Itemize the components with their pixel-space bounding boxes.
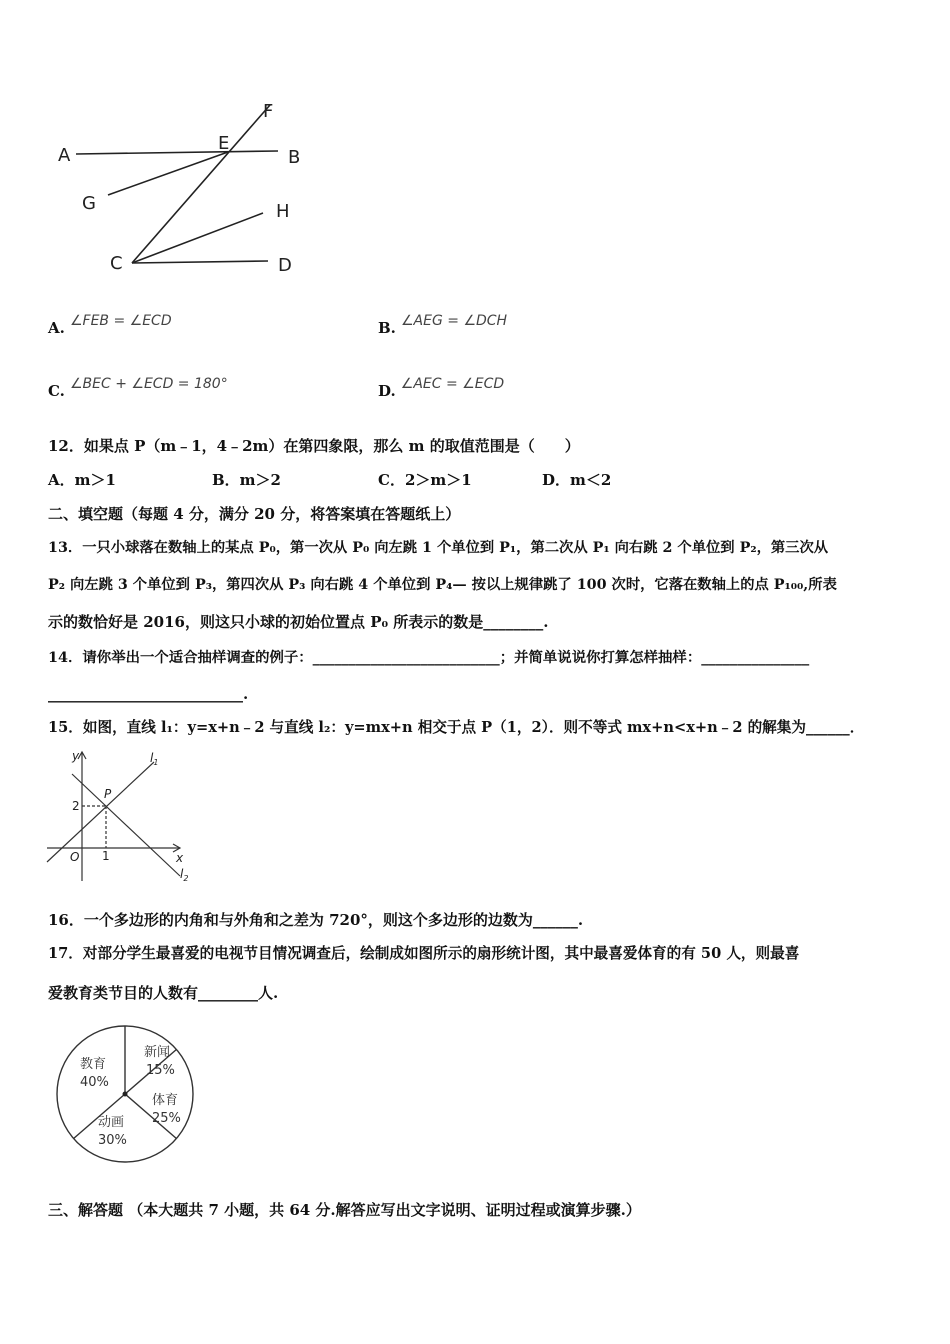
q13-line-1: 13．一只小球落在数轴上的某点 P₀，第一次从 P₀ 向左跳 1 个单位到 P₁，第二次从 P₁ 向右跳 2 个单位到 P₂，第三次从 xyxy=(48,540,829,556)
option-label: C. xyxy=(48,382,65,400)
point-p-label: P xyxy=(104,787,112,801)
q17-line-1: 17．对部分学生最喜爱的电视节目情况调查后，绘制成如图所示的扇形统计图，其中最喜爱体育的有 50 人，则最喜 xyxy=(48,945,800,962)
option-label: D. xyxy=(378,382,396,400)
label-G: G xyxy=(82,193,96,214)
q13-line-3: 示的数恰好是 2016，则这只小球的初始位置点 P₀ 所表示的数是________. xyxy=(48,613,549,631)
slice-label-news: 新闻 xyxy=(144,1045,171,1060)
line-l2-label: $l_2$ xyxy=(180,867,189,883)
q12-option-c: C．2＞m＞1 xyxy=(378,471,472,489)
line-EF xyxy=(132,105,270,263)
label-C: C xyxy=(110,253,123,274)
section-2-heading: 二、填空题（每题 4 分，满分 20 分，将答案填在答题纸上） xyxy=(48,505,461,523)
slice-label-education: 教育 xyxy=(80,1057,107,1072)
figure-15-graph xyxy=(42,746,202,886)
option-expression: ∠AEG = ∠DCH xyxy=(401,313,508,329)
q14-line-2: __________________________. xyxy=(48,685,249,703)
q11-option-c xyxy=(48,376,228,400)
q12-text: 12．如果点 P（m﹣1，4﹣2m）在第四象限，那么 m 的取值范围是（ ） xyxy=(48,437,580,455)
option-expression: ∠AEC = ∠ECD xyxy=(400,376,505,392)
q11-option-d xyxy=(378,376,505,400)
option-expression: ∠FEB = ∠ECD xyxy=(69,313,172,329)
slice-percent-news: 15% xyxy=(146,1063,175,1078)
pie-chart xyxy=(44,1022,214,1172)
label-D: D xyxy=(278,255,292,276)
line-CH xyxy=(132,213,263,263)
slice-percent-education: 40% xyxy=(80,1075,109,1090)
label-F: F xyxy=(263,101,274,122)
label-E: E xyxy=(218,133,230,154)
line-CD xyxy=(132,261,268,263)
option-expression: ∠BEC + ∠ECD = 180° xyxy=(70,376,228,392)
label-H: H xyxy=(276,201,290,222)
y-axis-label: y xyxy=(72,749,80,763)
q11-option-b xyxy=(378,313,508,337)
y-tick-2: 2 xyxy=(72,799,80,813)
line-l1-label: $l_1$ xyxy=(150,751,159,767)
slice-percent-animation: 30% xyxy=(98,1133,127,1148)
line-l1 xyxy=(47,762,154,862)
slice-label-animation: 动画 xyxy=(98,1115,125,1130)
q12-option-a: A．m＞1 xyxy=(48,471,116,489)
option-label: A. xyxy=(48,319,65,337)
pie-center-dot xyxy=(123,1092,128,1097)
slice-percent-sports: 25% xyxy=(152,1111,181,1126)
x-axis-label: x xyxy=(176,851,184,865)
q14-line-1: 14．请你举出一个适合抽样调查的例子：__________________________；并简单说说你打算怎样抽样：_______________ xyxy=(48,649,810,666)
label-A: A xyxy=(58,145,71,166)
q12-option-b: B．m＞2 xyxy=(212,471,281,489)
section-3-heading: 三、解答题 （本大题共 7 小题，共 64 分.解答应写出文字说明、证明过程或演算步骤.） xyxy=(48,1201,641,1219)
line-AB xyxy=(76,151,278,154)
label-B: B xyxy=(288,147,301,168)
origin-label: O xyxy=(70,850,80,864)
slice-label-sports: 体育 xyxy=(152,1093,179,1108)
option-label: B. xyxy=(378,319,396,337)
q11-option-a xyxy=(48,313,172,337)
q13-line-2: P₂ 向左跳 3 个单位到 P₃，第四次从 P₃ 向右跳 4 个单位到 P₄— 按以上规律跳了 100 次时，它落在数轴上的点 P₁₀₀,所表 xyxy=(48,577,837,593)
q17-line-2: 爱教育类节目的人数有________人. xyxy=(48,984,279,1002)
figure-11-geometry xyxy=(48,95,318,285)
line-l2 xyxy=(72,774,180,876)
x-tick-1: 1 xyxy=(102,849,110,863)
q15-text: 15．如图，直线 l₁：y=x+n﹣2 与直线 l₂：y=mx+n 相交于点 P（1，2）．则不等式 mx+n<x+n﹣2 的解集为______． xyxy=(48,719,865,736)
q16-text: 16．一个多边形的内角和与外角和之差为 720°，则这个多边形的边数为______. xyxy=(48,911,584,929)
q12-option-d: D．m＜2 xyxy=(542,471,612,489)
